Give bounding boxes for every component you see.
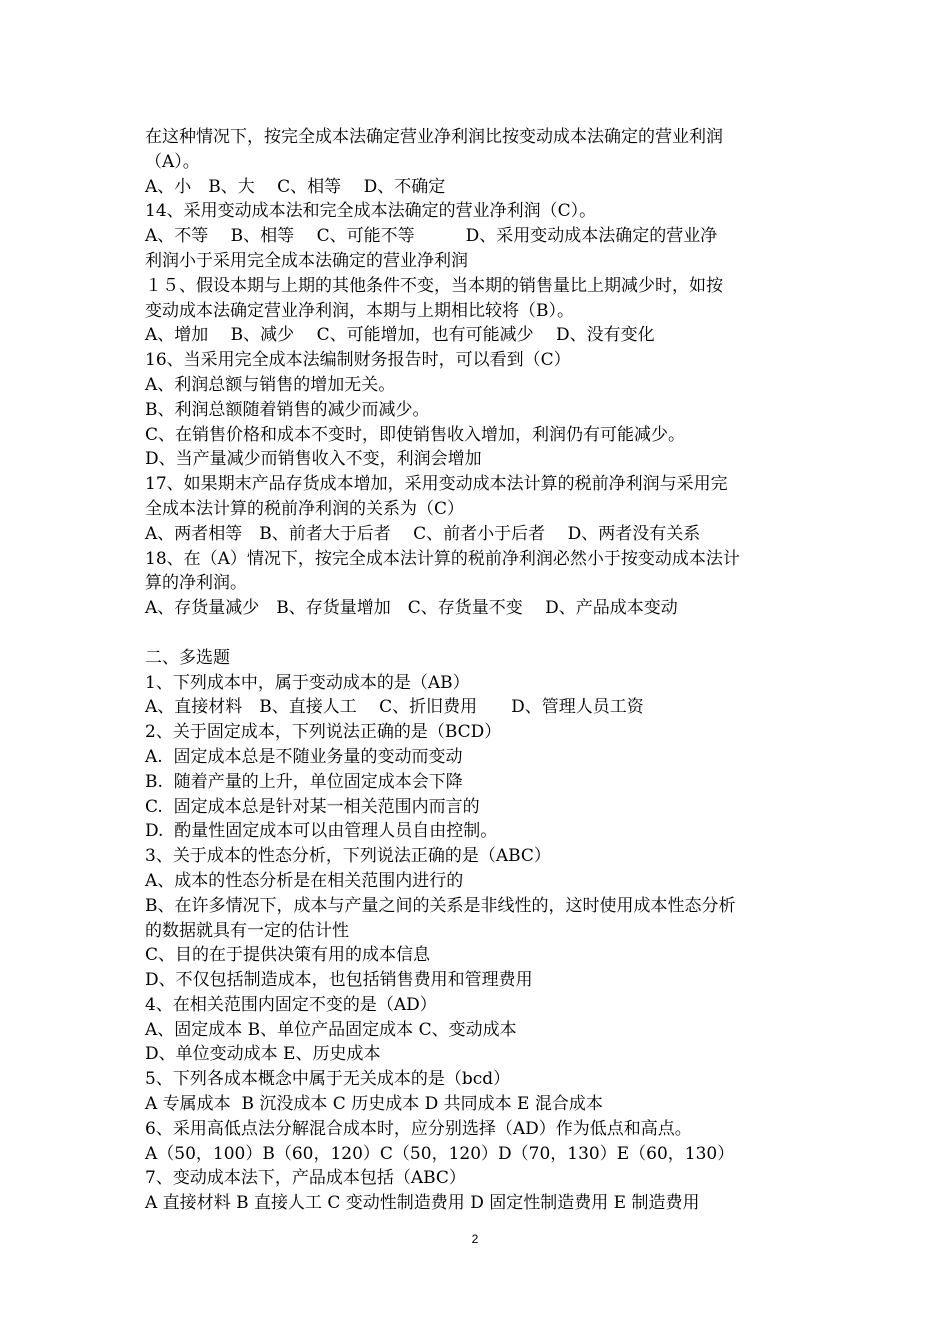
text-line: 3、关于成本的性态分析，下列说法正确的是（ABC） — [145, 846, 551, 867]
page-number: 2 — [471, 1232, 479, 1246]
text-line: 在这种情况下，按完全成本法确定营业净利润比按变动成本法确定的营业利润 — [145, 127, 723, 147]
text-line: A、直接材料 B、直接人工 C、折旧费用 D、管理人员工资 — [145, 697, 644, 718]
section-heading: 二、多选题 — [145, 647, 230, 668]
text-line: A（50，100）B（60，120）C（50，120）D（70，130）E（60，130） — [145, 1143, 735, 1164]
text-line: C. 固定成本总是针对某一相关范围内而言的 — [145, 796, 480, 817]
text-line: 7、变动成本法下，产品成本包括（ABC） — [145, 1168, 466, 1189]
text-line: B、在许多情况下，成本与产量之间的关系是非线性的，这时使用成本性态分析 — [145, 895, 736, 916]
text-line: 1、下列成本中，属于变动成本的是（AB） — [145, 672, 470, 693]
text-line: 16、当采用完全成本法编制财务报告时，可以看到（C） — [145, 350, 571, 371]
text-line: 18、在（A）情况下，按完全成本法计算的税前净利润必然小于按变动成本法计 — [145, 548, 740, 569]
text-line: 利润小于采用完全成本法确定的营业净利润 — [145, 250, 468, 271]
text-line: 变动成本法确定营业净利润，本期与上期相比较将（B）。 — [145, 300, 574, 321]
text-line: C、在销售价格和成本不变时，即使销售收入增加，利润仍有可能减少。 — [145, 424, 686, 445]
text-line: A 专属成本 B 沉没成本 C 历史成本 D 共同成本 E 混合成本 — [145, 1094, 603, 1115]
text-line: １５、假设本期与上期的其他条件不变，当本期的销售量比上期减少时，如按 — [145, 275, 723, 296]
text-line: A、增加 B、减少 C、可能增加，也有可能减少 D、没有变化 — [145, 325, 655, 346]
text-line: B、利润总额随着销售的减少而减少。 — [145, 399, 430, 420]
text-line: 6、采用高低点法分解混合成本时，应分别选择（AD）作为低点和高点。 — [145, 1118, 692, 1139]
text-line: 的数据就具有一定的估计性 — [145, 920, 349, 941]
blank-line — [145, 621, 813, 646]
text-line: A、固定成本 B、单位产品固定成本 C、变动成本 — [145, 1019, 517, 1040]
text-line: D. 酌量性固定成本可以由管理人员自由控制。 — [145, 821, 498, 842]
text-line: 14、采用变动成本法和完全成本法确定的营业净利润（C）。 — [145, 201, 597, 222]
text-line: A. 固定成本总是不随业务量的变动而变动 — [145, 746, 463, 767]
text-line: B. 随着产量的上升，单位固定成本会下降 — [145, 771, 463, 792]
text-line: A、两者相等 B、前者大于后者 C、前者小于后者 D、两者没有关系 — [145, 523, 701, 544]
text-line: A、不等 B、相等 C、可能不等 D、采用变动成本法确定的营业净 — [145, 226, 718, 247]
text-line: 4、在相关范围内固定不变的是（AD） — [145, 994, 437, 1015]
text-line: A、存货量减少 B、存货量增加 C、存货量不变 D、产品成本变动 — [145, 598, 678, 619]
text-line: A、利润总额与销售的增加无关。 — [145, 374, 396, 395]
text-line: C、目的在于提供决策有用的成本信息 — [145, 945, 431, 966]
text-line: D、当产量减少而销售收入不变，利润会增加 — [145, 449, 482, 470]
text-line: 17、如果期末产品存货成本增加，采用变动成本法计算的税前净利润与采用完 — [145, 474, 728, 495]
text-line: D、单位变动成本 E、历史成本 — [145, 1044, 381, 1065]
text-line: A、成本的性态分析是在相关范围内进行的 — [145, 870, 464, 891]
text-line: A 直接材料 B 直接人工 C 变动性制造费用 D 固定性制造费用 E 制造费用 — [145, 1193, 700, 1214]
text-line: 5、下列各成本概念中属于无关成本的是（bcd） — [145, 1069, 511, 1090]
text-line: 算的净利润。 — [145, 573, 247, 594]
text-line: 全成本法计算的税前净利润的关系为（C） — [145, 498, 465, 519]
text-line: （A）。 — [145, 151, 200, 172]
text-line: A、小 B、大 C、相等 D、不确定 — [145, 176, 446, 197]
text-line: 2、关于固定成本，下列说法正确的是（BCD） — [145, 722, 502, 743]
text-line: D、不仅包括制造成本，也包括销售费用和管理费用 — [145, 970, 533, 991]
page-body — [145, 125, 813, 1216]
